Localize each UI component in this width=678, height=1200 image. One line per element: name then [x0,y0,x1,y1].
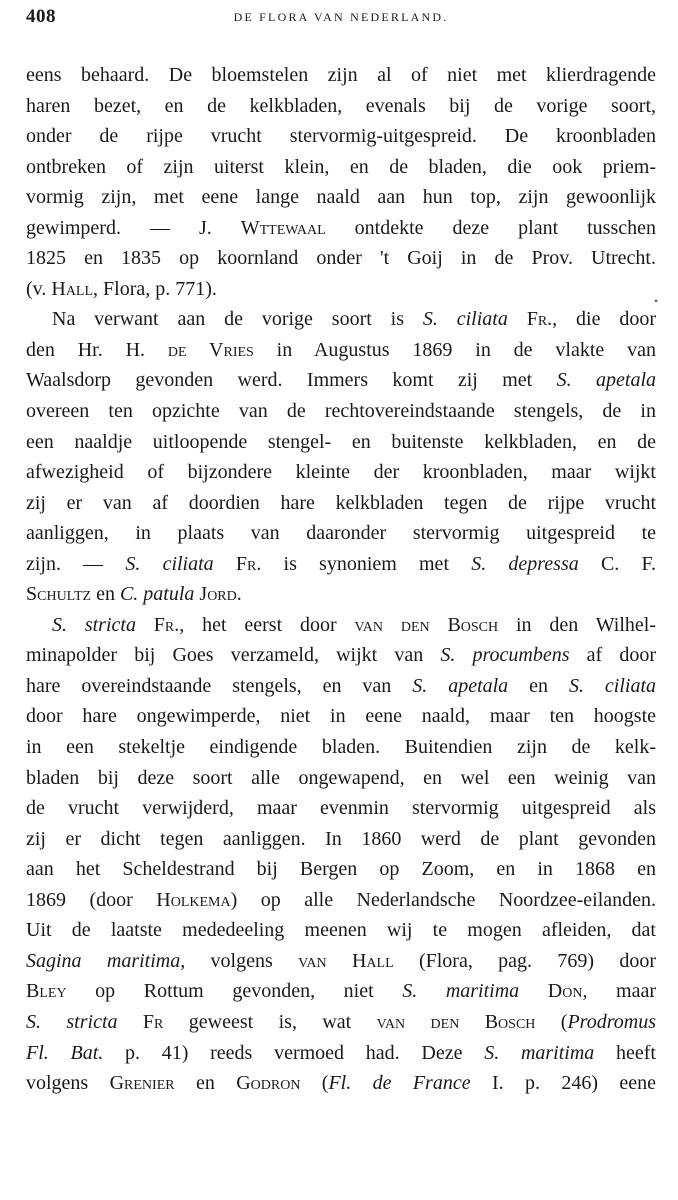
text-segment [519,980,548,1002]
text-segment: volgens [26,1072,110,1095]
text-segment [214,553,236,575]
text-segment: in Augustus 1869 in de vlakte van [253,338,656,361]
small-caps-text: Bley [26,980,67,1003]
text-segment: 1869 (door [26,888,157,911]
text-segment: onder de rijpe vrucht stervormig-uitgespreid. De kroonbladen [26,125,656,148]
text-line [26,793,656,824]
text-segment: op Rottum gevonden, niet [66,980,403,1003]
text-segment: in een stekeltje eindigende bladen. Buitendien zijn de kelk- [26,736,656,759]
text-line [26,152,656,183]
text-line [26,91,656,122]
text-segment: zij er dicht tegen aanliggen. In 1860 werd de plant gevonden [26,827,656,850]
text-segment: af door [569,644,656,667]
text-segment: ., het eerst door [174,613,355,636]
text-segment: bladen bij deze soort alle ongewapend, en wel een weinig van [26,766,656,789]
text-segment: in den Wilhel- [498,613,656,636]
text-line [26,488,656,519]
italic-text: Fl. de France [328,1072,471,1095]
text-line [26,671,656,702]
small-caps-text: van den Bosch [376,1010,536,1033]
italic-text: S. ciliata [125,552,214,575]
text-segment: p. 41) reeds vermoed had. Deze [103,1041,485,1064]
text-line [26,854,656,885]
text-segment: I. p. 246) eene [470,1072,656,1095]
text-segment: door hare ongewimperde, niet in eene naald, maar ten hoogste [26,705,656,728]
italic-text: S. apetala [556,369,656,392]
text-line [26,274,656,305]
text-line [26,1068,656,1099]
text-segment: Waalsdorp gevonden werd. Immers komt zij met [26,369,557,392]
text-line [26,304,656,335]
text-segment [118,1011,143,1033]
text-line [26,396,656,427]
italic-text: S. ciliata [568,674,656,697]
text-segment [508,308,527,330]
text-segment: en [174,1072,237,1095]
text-segment: ) op alle Nederlandsche Noordzee-eilanden. [230,888,656,911]
text-segment: , volgens [180,949,299,972]
italic-text: S. maritima [484,1041,595,1064]
small-caps-text: Godron [236,1072,301,1095]
text-segment: 1825 en 1835 op koornland onder 't Goij in de Prov. Utrecht. [26,247,656,270]
text-segment: ( [300,1072,329,1095]
small-caps-text: van den Bosch [354,613,499,636]
text-segment: (v. [26,277,52,300]
text-segment: geweest is, wat [163,1010,377,1033]
text-segment: de vrucht verwijderd, maar evenmin stervormig uitgespreid als [26,797,656,820]
text-line [26,365,656,396]
text-line [26,824,656,855]
text-segment: (Flora, pag. 769) door [393,949,656,972]
text-line [26,1007,656,1038]
text-line [26,213,656,244]
small-caps-text: Fr [142,1010,164,1033]
text-segment: , maar [582,980,656,1003]
italic-text: C. patula [119,583,195,606]
text-line [26,701,656,732]
text-line [26,60,656,91]
small-caps-text: Fr [526,308,548,331]
small-caps-text: Hall [51,277,94,300]
text-segment: . [236,583,242,606]
page-header [26,6,656,32]
text-line [26,549,656,580]
text-line [26,1038,656,1069]
text-segment: minapolder bij Goes verzameld, wijkt van [26,644,441,667]
italic-text: Prodromus [567,1010,656,1033]
page-number: 408 [26,6,56,27]
text-segment: en [508,674,569,697]
small-caps-text: Fr [235,552,257,575]
text-segment: ( [535,1010,568,1033]
italic-text: S. depressa [471,552,579,575]
italic-text: S. apetala [412,674,509,697]
text-line [26,640,656,671]
small-caps-text: Grenier [109,1072,175,1095]
italic-text: Fl. Bat. [26,1041,104,1064]
italic-text: S. procumbens [440,644,570,667]
text-segment: . is synoniem met [256,552,472,575]
small-caps-text: Holkema [156,888,231,911]
text-segment: hare overeindstaande stengels, en van [26,674,413,697]
text-line [26,610,656,641]
text-line [26,182,656,213]
small-caps-text: de Vries [167,338,254,361]
stray-mark: • [654,294,659,308]
small-caps-text: Don [547,980,583,1003]
body-text [26,60,659,1099]
text-segment: heeft [594,1041,656,1064]
text-line [26,885,656,916]
text-segment: zij er van af doordien hare kelkbladen tegen de rijpe vrucht [26,491,656,514]
italic-text: S. stricta [26,1010,118,1033]
text-line [26,732,656,763]
text-segment: ., die door [547,308,656,331]
text-line [26,243,656,274]
text-line [26,946,656,977]
small-caps-text: van Hall [298,949,394,972]
text-segment: gewimperd. — J. [26,216,241,239]
text-line [26,976,656,1007]
text-line [26,457,656,488]
text-segment: ontdekte deze plant tusschen [325,216,656,239]
italic-text: S. stricta [52,613,136,636]
text-segment: afwezigheid of bijzondere kleinte der kroonbladen, maar wijkt [26,461,656,484]
text-line [26,763,656,794]
text-segment: aan het Scheldestrand bij Bergen op Zoom, en in 1868 en [26,858,656,881]
text-segment: ontbreken of zijn uiterst klein, en de bladen, die ook priem- [26,155,656,178]
text-segment: en [91,583,120,606]
running-head: DE FLORA VAN NEDERLAND. [233,10,449,24]
text-segment: Na verwant aan de vorige soort is [52,308,423,331]
text-segment: een naaldje uitloopende stengel- en buitenste kelkbladen, en de [26,430,656,453]
text-line [26,121,656,152]
small-caps-text: Jord [199,583,237,606]
text-segment: aanliggen, in plaats van daaronder stervormig uitgespreid te [26,522,656,545]
text-line [26,427,656,458]
text-line [26,335,656,366]
small-caps-text: Wttewaal [240,216,326,239]
text-segment: Uit de laatste mededeeling meenen wij te mogen afleiden, dat [26,919,656,942]
text-segment: C. F. [578,552,656,575]
text-segment: eens behaard. De bloemstelen zijn al of niet met klierdragende [26,64,656,86]
small-caps-text: Fr [153,613,175,636]
text-line [26,579,656,610]
text-line [26,915,656,946]
text-segment: , Flora, p. 771). [93,277,217,300]
text-segment: zijn. — [26,552,126,575]
text-segment: haren bezet, en de kelkbladen, evenals bij de vorige soort, [26,94,656,117]
small-caps-text: Schultz [26,583,92,606]
text-segment [136,614,154,636]
text-segment: overeen ten opzichte van de rechtovereindstaande stengels, de in [26,400,656,423]
text-segment: vormig zijn, met eene lange naald aan hun top, zijn gewoonlijk [26,186,656,209]
text-line [26,518,656,549]
italic-text: S. ciliata [422,308,508,331]
text-segment: den Hr. H. [26,338,168,361]
italic-text: S. maritima [402,980,520,1003]
italic-text: Sagina maritima [26,949,181,972]
